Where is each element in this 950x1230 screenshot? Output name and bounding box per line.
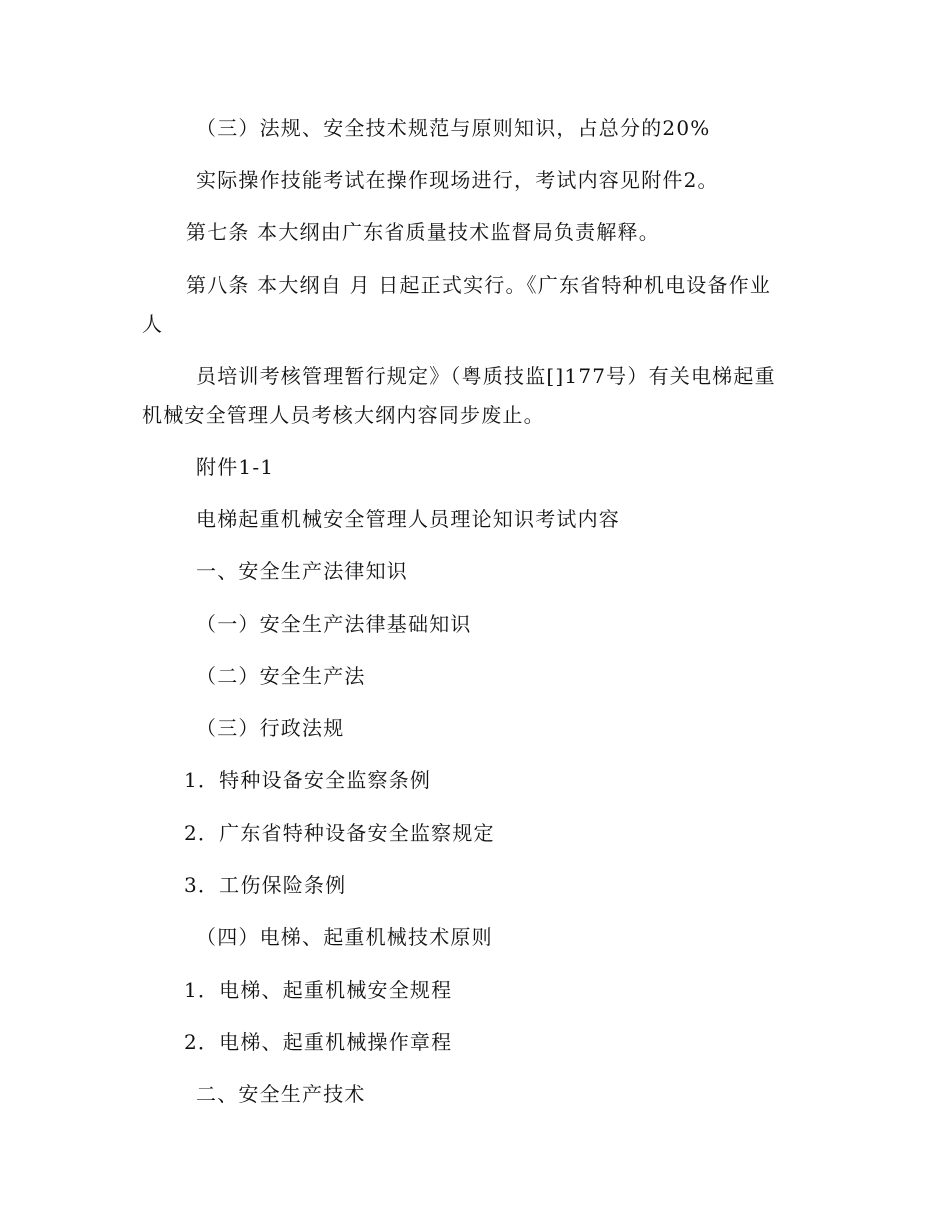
doc-line-appendix-title: 电梯起重机械安全管理人员理论知识考试内容 bbox=[196, 507, 620, 531]
doc-heading-section-1: 一、安全生产法律知识 bbox=[196, 559, 408, 583]
doc-subitem-4-1: 1．电梯、起重机械安全规程 bbox=[184, 978, 453, 1002]
doc-line-article-7: 第七条 本大纲由广东省质量技术监督局负责解释。 bbox=[186, 220, 660, 244]
doc-item-1-4: （四）电梯、起重机械技术原则 bbox=[196, 925, 493, 949]
doc-line-abolished-rule-cont: 机械安全管理人员考核大纲内容同步废止。 bbox=[142, 403, 545, 427]
doc-line-practical-exam: 实际操作技能考试在操作现场进行，考试内容见附件2。 bbox=[196, 168, 719, 192]
doc-item-1-1: （一）安全生产法律基础知识 bbox=[196, 612, 472, 636]
doc-subitem-3-3: 3．工伤保险条例 bbox=[184, 873, 347, 897]
doc-subitem-3-2: 2．广东省特种设备安全监察规定 bbox=[184, 821, 495, 845]
doc-line-article-8: 第八条 本大纲自 月 日起正式实行。《广东省特种机电设备作业 bbox=[186, 273, 772, 297]
doc-line-abolished-rule: 员培训考核管理暂行规定》（粤质技监[]177号）有关电梯起重 bbox=[196, 364, 776, 388]
doc-subitem-4-2: 2．电梯、起重机械操作章程 bbox=[184, 1030, 453, 1054]
doc-line-regulations-weight: （三）法规、安全技术规范与原则知识，占总分的20% bbox=[196, 116, 711, 140]
doc-subitem-3-1: 1．特种设备安全监察条例 bbox=[184, 768, 432, 792]
doc-line-appendix-number: 附件1-1 bbox=[196, 455, 275, 479]
doc-heading-section-2: 二、安全生产技术 bbox=[196, 1082, 366, 1106]
doc-item-1-3: （三）行政法规 bbox=[196, 716, 345, 740]
doc-line-article-8-wrap: 人 bbox=[142, 312, 164, 336]
doc-item-1-2: （二）安全生产法 bbox=[196, 664, 366, 688]
